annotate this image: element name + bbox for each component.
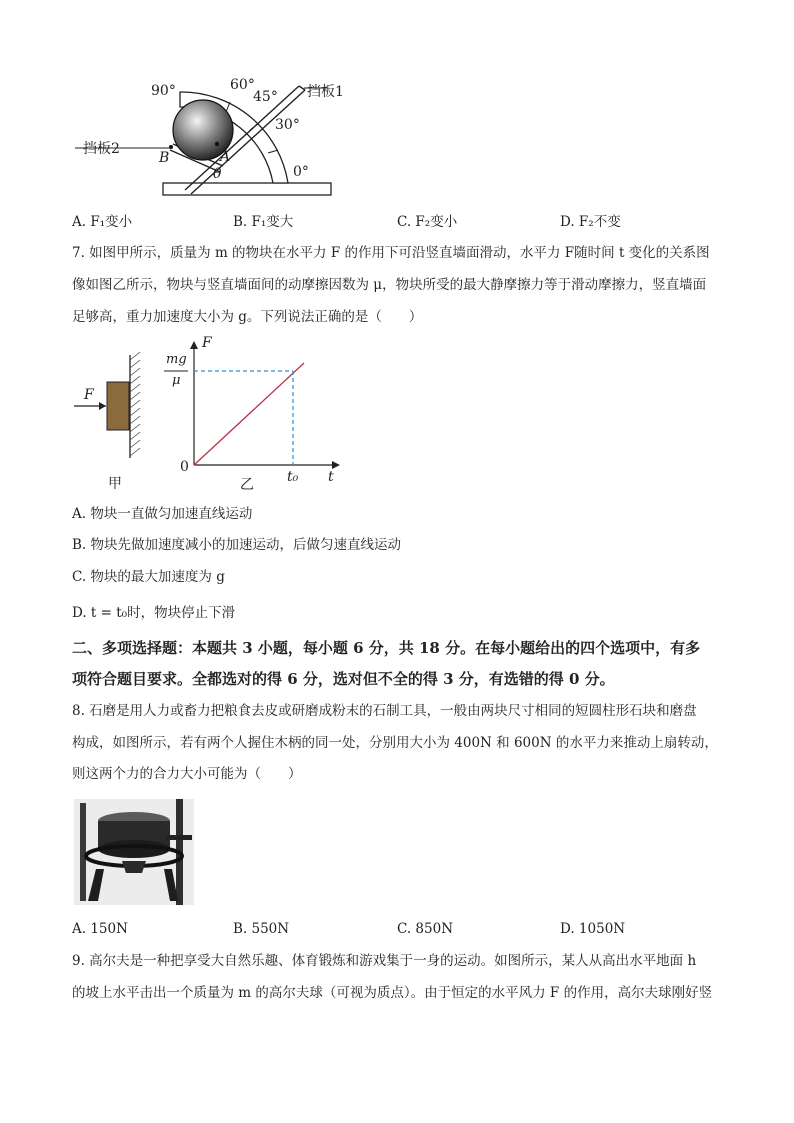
section-2-heading-line-1: 二、多项选择题：本题共 3 小题，每小题 6 分，共 18 分。在每小题给出的四个选项中，有多: [72, 639, 701, 657]
q9-stem-line-1: 9. 高尔夫是一种把享受大自然乐趣、体育锻炼和游戏集于一身的运动。如图所示，某人从高出水平地面 h: [72, 953, 697, 969]
q8-option-d: D. 1050N: [560, 921, 626, 937]
label-theta: θ: [213, 166, 222, 182]
label-board-1: 挡板1: [307, 84, 344, 100]
q8-option-a: A. 150N: [72, 921, 128, 937]
q7-force-label: F: [84, 387, 94, 403]
label-point-a: A: [220, 149, 231, 165]
q9-stem-line-2: 的坡上水平击出一个质量为 m 的高尔夫球（可视为质点）。由于恒定的水平风力 F 的作用，高尔夫球刚好竖: [72, 985, 713, 1001]
q8-stem-line-1: 8. 石磨是用人力或畜力把粮食去皮或研磨成粉末的石制工具，一般由两块尺寸相同的短圆柱形石块和磨盘: [72, 703, 697, 719]
q7-option-a: A. 物块一直做匀加速直线运动: [72, 506, 253, 522]
q7-t0-label: t₀: [287, 469, 299, 485]
q7-option-c: C. 物块的最大加速度为 g: [72, 569, 225, 585]
q6-option-a: A. F₁变小: [72, 214, 133, 230]
q6-option-c: C. F₂变小: [397, 214, 458, 230]
q6-option-d: D. F₂不变: [560, 214, 621, 230]
q7-label-jia: 甲: [108, 476, 122, 492]
q7-option-d: D. t = t₀时，物块停止下滑: [72, 605, 236, 621]
q7-stem-line-1: 7. 如图甲所示，质量为 m 的物块在水平力 F 的作用下可沿竖直墙面滑动，水平力 F随时间 t 变化的关系图: [72, 245, 710, 261]
q8-option-c: C. 850N: [397, 921, 454, 937]
section-2-heading-line-2: 项符合题目要求。全都选对的得 6 分，选对但不全的得 3 分，有选错的得 0 分。: [72, 670, 615, 688]
wall-block-diagram: [70, 350, 160, 495]
q7-axis-y-label: F: [202, 335, 212, 351]
q7-stem-line-2: 像如图乙所示，物块与竖直墙面间的动摩擦因数为 μ，物块所受的最大静摩擦力等于滑动摩擦力，竖直墙面: [72, 277, 707, 293]
q8-option-b: B. 550N: [233, 921, 290, 937]
q6-option-b: B. F₁变大: [233, 214, 294, 230]
q7-origin-label: 0: [180, 459, 189, 475]
q7-axis-x-label: t: [328, 469, 334, 485]
q7-stem-line-3: 足够高，重力加速度大小为 g。下列说法正确的是（ ）: [72, 309, 423, 325]
label-45-deg: 45°: [253, 89, 278, 105]
q8-millstone-photo: [74, 799, 194, 905]
figure-protractor: [75, 72, 375, 207]
q7-label-yi: 乙: [240, 477, 254, 493]
q7-option-b: B. 物块先做加速度减小的加速运动，后做匀速直线运动: [72, 537, 402, 553]
label-30-deg: 30°: [275, 117, 300, 133]
millstone-image: [74, 799, 194, 905]
q7-figure-jia: [70, 350, 160, 495]
label-0-deg: 0°: [293, 164, 309, 180]
q8-stem-line-3: 则这两个力的合力大小可能为（ ）: [72, 766, 302, 782]
label-point-b: B: [159, 150, 170, 166]
label-60-deg: 60°: [230, 77, 255, 93]
q8-stem-line-2: 构成，如图所示，若有两个人握住木柄的同一处，分别用大小为 400N 和 600N 的水平力来推动上扇转动，: [72, 735, 718, 751]
label-board-2: 挡板2: [83, 141, 120, 157]
q7-mg-label: mg: [166, 352, 187, 367]
q7-mu-label: μ: [172, 373, 181, 388]
label-90-deg: 90°: [151, 83, 176, 99]
q7-figure-yi: [160, 335, 350, 495]
